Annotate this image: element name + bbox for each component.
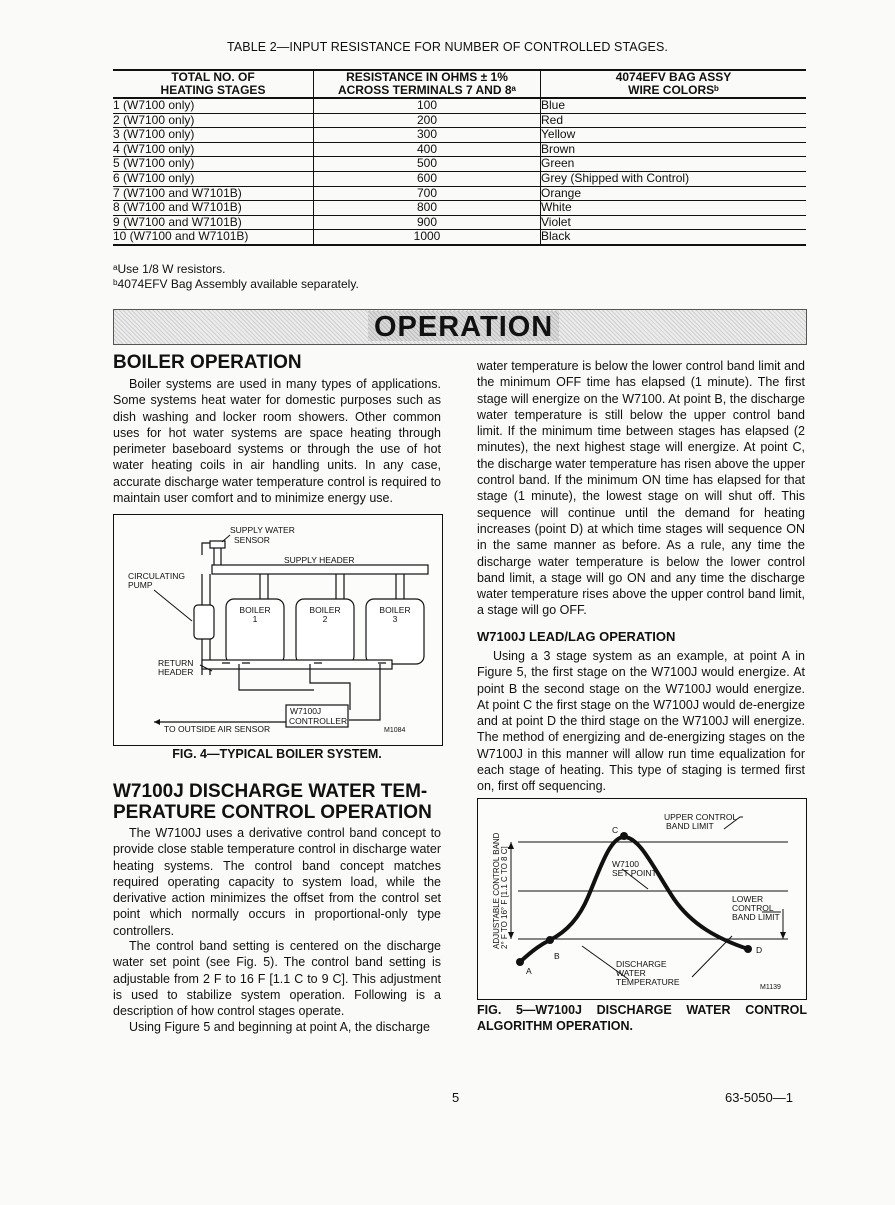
label-setpoint-1: W7100 (612, 859, 639, 869)
heading-boiler-operation: BOILER OPERATION (113, 352, 302, 373)
document-id: 63-5050—1 (725, 1090, 793, 1105)
paragraph-discharge-2: The control band setting is centered on the discharge water set point (see Fig. 5). The control band setting is adjustable from 2 F to 16 F [1.1 C to 9 C]. This adjustment is used to stabilize system operation. Following is a description of how control stages operate. (113, 939, 441, 1019)
figure-control-algorithm (477, 798, 807, 1000)
table-row: 6 (W7100 only) 600 Grey (Shipped with Control) (113, 171, 806, 186)
table-row: 1 (W7100 only) 100 Blue (113, 98, 806, 113)
label-boiler-1: BOILER (239, 605, 271, 615)
figure-code-m1084: M1084 (384, 727, 406, 734)
label-y-axis-2: 2° F TO 16° F [1.1 C TO 8 C] (500, 846, 509, 949)
point-a-marker (516, 958, 524, 966)
label-outside-air: TO OUTSIDE AIR SENSOR (164, 724, 271, 734)
label-supply-header: SUPPLY HEADER (284, 555, 355, 565)
col-header-wire-colors: 4074EFV BAG ASSY WIRE COLORSᵇ (541, 70, 807, 98)
label-point-a: A (526, 966, 532, 976)
control-band-diagram (478, 799, 806, 999)
paragraph-discharge-continued: water temperature is below the lower control band limit and the minimum OFF time has elapsed (1 minute). The first stage will energize on the W7100. At point B, the discharge water temperature is still below the upper control band limit. If the minimum time between stages has elapsed (2 minutes), the next highest stage will energize. At point C, the discharge water temperature has risen above the upper control band. If the minimum ON time has elapsed for that stage (1 minute), the lowest stage on will shut off. This sequence will continue until the demand for heating increases (point D) at which time stages will sequence ON in the same manner as before. As a rule, any time the discharge water temperature is below the lower control band limit, a stage will go ON and any time the discharge water temperature rises above the upper control band limit, a stage will go OFF. (477, 359, 805, 618)
label-return-1: RETURN (158, 658, 194, 668)
label-boiler-2-num: 2 (322, 614, 328, 624)
label-sensor-2: SENSOR (234, 535, 270, 545)
table-row: 7 (W7100 and W7101B) 700 Orange (113, 186, 806, 201)
footnote-a: ᵃUse 1/8 W resistors. (113, 262, 226, 276)
label-y-axis-1: ADJUSTABLE CONTROL BAND (492, 832, 501, 949)
table-row: 5 (W7100 only) 500 Green (113, 157, 806, 172)
label-boiler-3-num: 3 (392, 614, 398, 624)
label-discharge-1: DISCHARGE (616, 959, 667, 969)
banner-title: OPERATION (368, 311, 559, 341)
table-row: 4 (W7100 only) 400 Brown (113, 142, 806, 157)
table-row: 10 (W7100 and W7101B) 1000 Black (113, 230, 806, 245)
page-number: 5 (452, 1090, 460, 1105)
label-setpoint-2: SET POINT (612, 868, 657, 878)
label-lower-2: CONTROL (732, 903, 774, 913)
label-pump-2: PUMP (128, 580, 153, 590)
label-return-2: HEADER (158, 667, 194, 677)
col-header-stages: TOTAL NO. OF HEATING STAGES (113, 70, 314, 98)
caption-fig4: FIG. 4—TYPICAL BOILER SYSTEM. (172, 747, 382, 761)
paragraph-lead-lag: Using a 3 stage system as an example, at point A in Figure 5, the first stage on the W7100J would energize. At point B the second stage on the W7100J would energize. At point C the first stage on the W7100J would de-energize and at point D the third stage on the W7100J will energize. The method of energizing and de-energizing stages on the W7100J in this manner will allow run time equalization for each stage of heating. This type of staging is termed first on, first off sequencing. (477, 649, 805, 794)
figure-code-m1139: M1139 (760, 984, 781, 991)
table-row: 9 (W7100 and W7101B) 900 Violet (113, 215, 806, 230)
table-row: 2 (W7100 only) 200 Red (113, 113, 806, 128)
label-sensor-1: SUPPLY WATER (230, 525, 295, 535)
caption-fig5: FIG. 5—W7100J DISCHARGE WATER CONTROL ALGORITHM OPERATION. (477, 1003, 807, 1033)
label-point-c: C (612, 825, 619, 835)
label-point-b: B (554, 951, 560, 961)
footnote-b: ᵇ4074EFV Bag Assembly available separately. (113, 277, 359, 291)
boiler-system-diagram (114, 515, 442, 745)
col-header-resistance: RESISTANCE IN OHMS ± 1% ACROSS TERMINALS 7 AND 8ᵃ (314, 70, 541, 98)
label-lower-3: BAND LIMIT (732, 912, 780, 922)
label-boiler-2: BOILER (309, 605, 341, 615)
label-upper-2: BAND LIMIT (666, 821, 714, 831)
label-controller-2: CONTROLLER (289, 716, 348, 726)
table-row: 8 (W7100 and W7101B) 800 White (113, 201, 806, 216)
label-upper-1: UPPER CONTROL (664, 812, 738, 822)
paragraph-discharge-3: Using Figure 5 and beginning at point A, the discharge (129, 1020, 430, 1034)
label-boiler-3: BOILER (379, 605, 411, 615)
point-b-marker (546, 936, 554, 944)
table-title: TABLE 2—INPUT RESISTANCE FOR NUMBER OF CONTROLLED STAGES. (227, 40, 668, 54)
label-lower-1: LOWER (732, 894, 764, 904)
label-pump-1: CIRCULATING (128, 571, 185, 581)
section-banner (113, 309, 807, 345)
label-controller-1: W7100J (290, 706, 322, 716)
paragraph-boiler-operation: Boiler systems are used in many types of applications. Some systems heat water for domestic purposes such as dish washing and locker room showers. Other common uses for hot water systems are space heating through perimeter baseboard systems or through the use of hot water heating coils in air handling units. In any case, accurate discharge water temperature control is required to maintain user comfort and to minimize energy use. (113, 377, 441, 506)
point-c-marker (620, 832, 628, 840)
paragraph-discharge-1: The W7100J uses a derivative control band concept to provide close stable temperature control in discharge water heating systems. The control band concept matches required operating capacity to system load, while the derivative action minimizes the offset from the control set point which normally occurs in proportional-only type controllers. (113, 826, 441, 938)
heading-discharge-control: W7100J DISCHARGE WATER TEM-PERATURE CONTROL OPERATION (113, 781, 432, 823)
resistance-table (113, 69, 806, 246)
discharge-temperature-curve (520, 837, 748, 962)
table-row: 3 (W7100 only) 300 Yellow (113, 128, 806, 143)
label-discharge-3: TEMPERATURE (616, 977, 680, 987)
label-point-d: D (756, 945, 763, 955)
figure-boiler-system (113, 514, 443, 746)
label-discharge-2: WATER (616, 968, 646, 978)
label-boiler-1-num: 1 (252, 614, 258, 624)
point-d-marker (744, 945, 752, 953)
heading-lead-lag: W7100J LEAD/LAG OPERATION (477, 629, 676, 644)
